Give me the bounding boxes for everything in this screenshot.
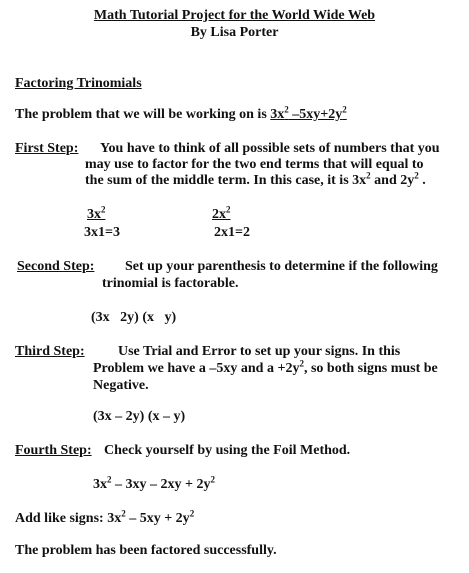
document-title: Math Tutorial Project for the World Wide Web (93, 8, 376, 23)
problem-statement: The problem that we will be working on is $3x^2$ $-5xy+2y^2$ (15, 104, 347, 122)
third-step-expression: (3x – 2y) (x – y) (93, 409, 186, 424)
fourth-step-expression: $3x^2 - 3xy - 2xy + 2y^2$ (93, 474, 215, 492)
author-line: By Lisa Porter (190, 25, 279, 40)
second-step-line-1: Set up your parenthesis to determine if the following (125, 259, 438, 274)
fourth-step-line-1: Check yourself by using the Foil Method. (104, 443, 351, 458)
third-step-line-2: Problem we have a –5xy and $a +2y^2$, so both signs must be (93, 358, 438, 376)
factor-a-top: $3x^2$ (87, 204, 106, 222)
conclusion: The problem has been factored successfully. (15, 543, 277, 558)
factor-b-bottom: 2x1=2 (214, 225, 250, 240)
section-title: Factoring Trinomials (15, 76, 142, 91)
factor-b-top: $2x^2$ (212, 204, 231, 222)
fourth-step-label: Fourth Step: (15, 443, 92, 458)
second-step-expression: (3x 2y) (x y) (91, 310, 177, 325)
first-step-label: First Step: (15, 141, 79, 156)
third-step-line-3: Negative. (93, 378, 149, 393)
first-step-line-1: You have to think of all possible sets of numbers that you (100, 141, 440, 156)
like-signs-line: Add like signs: $3x^2 - 5xy + 2y^2$ (15, 508, 195, 526)
third-step-label: Third Step: (15, 344, 85, 359)
second-step-label: Second Step: (17, 259, 95, 274)
first-step-line-2: may use to factor for the two end terms that will equal to (85, 157, 424, 172)
problem-expression: $3x^2$ $-5xy+2y^2$ (270, 104, 347, 122)
third-step-line-1: Use Trial and Error to set up your signs. In this (118, 344, 401, 359)
factor-a-bottom: 3x1=3 (84, 225, 120, 240)
first-step-line-3: the sum of the middle term. In this case, it is $3x^2$ and $2y^2$ . (85, 170, 426, 188)
second-step-line-2: trinomial is factorable. (102, 276, 239, 291)
